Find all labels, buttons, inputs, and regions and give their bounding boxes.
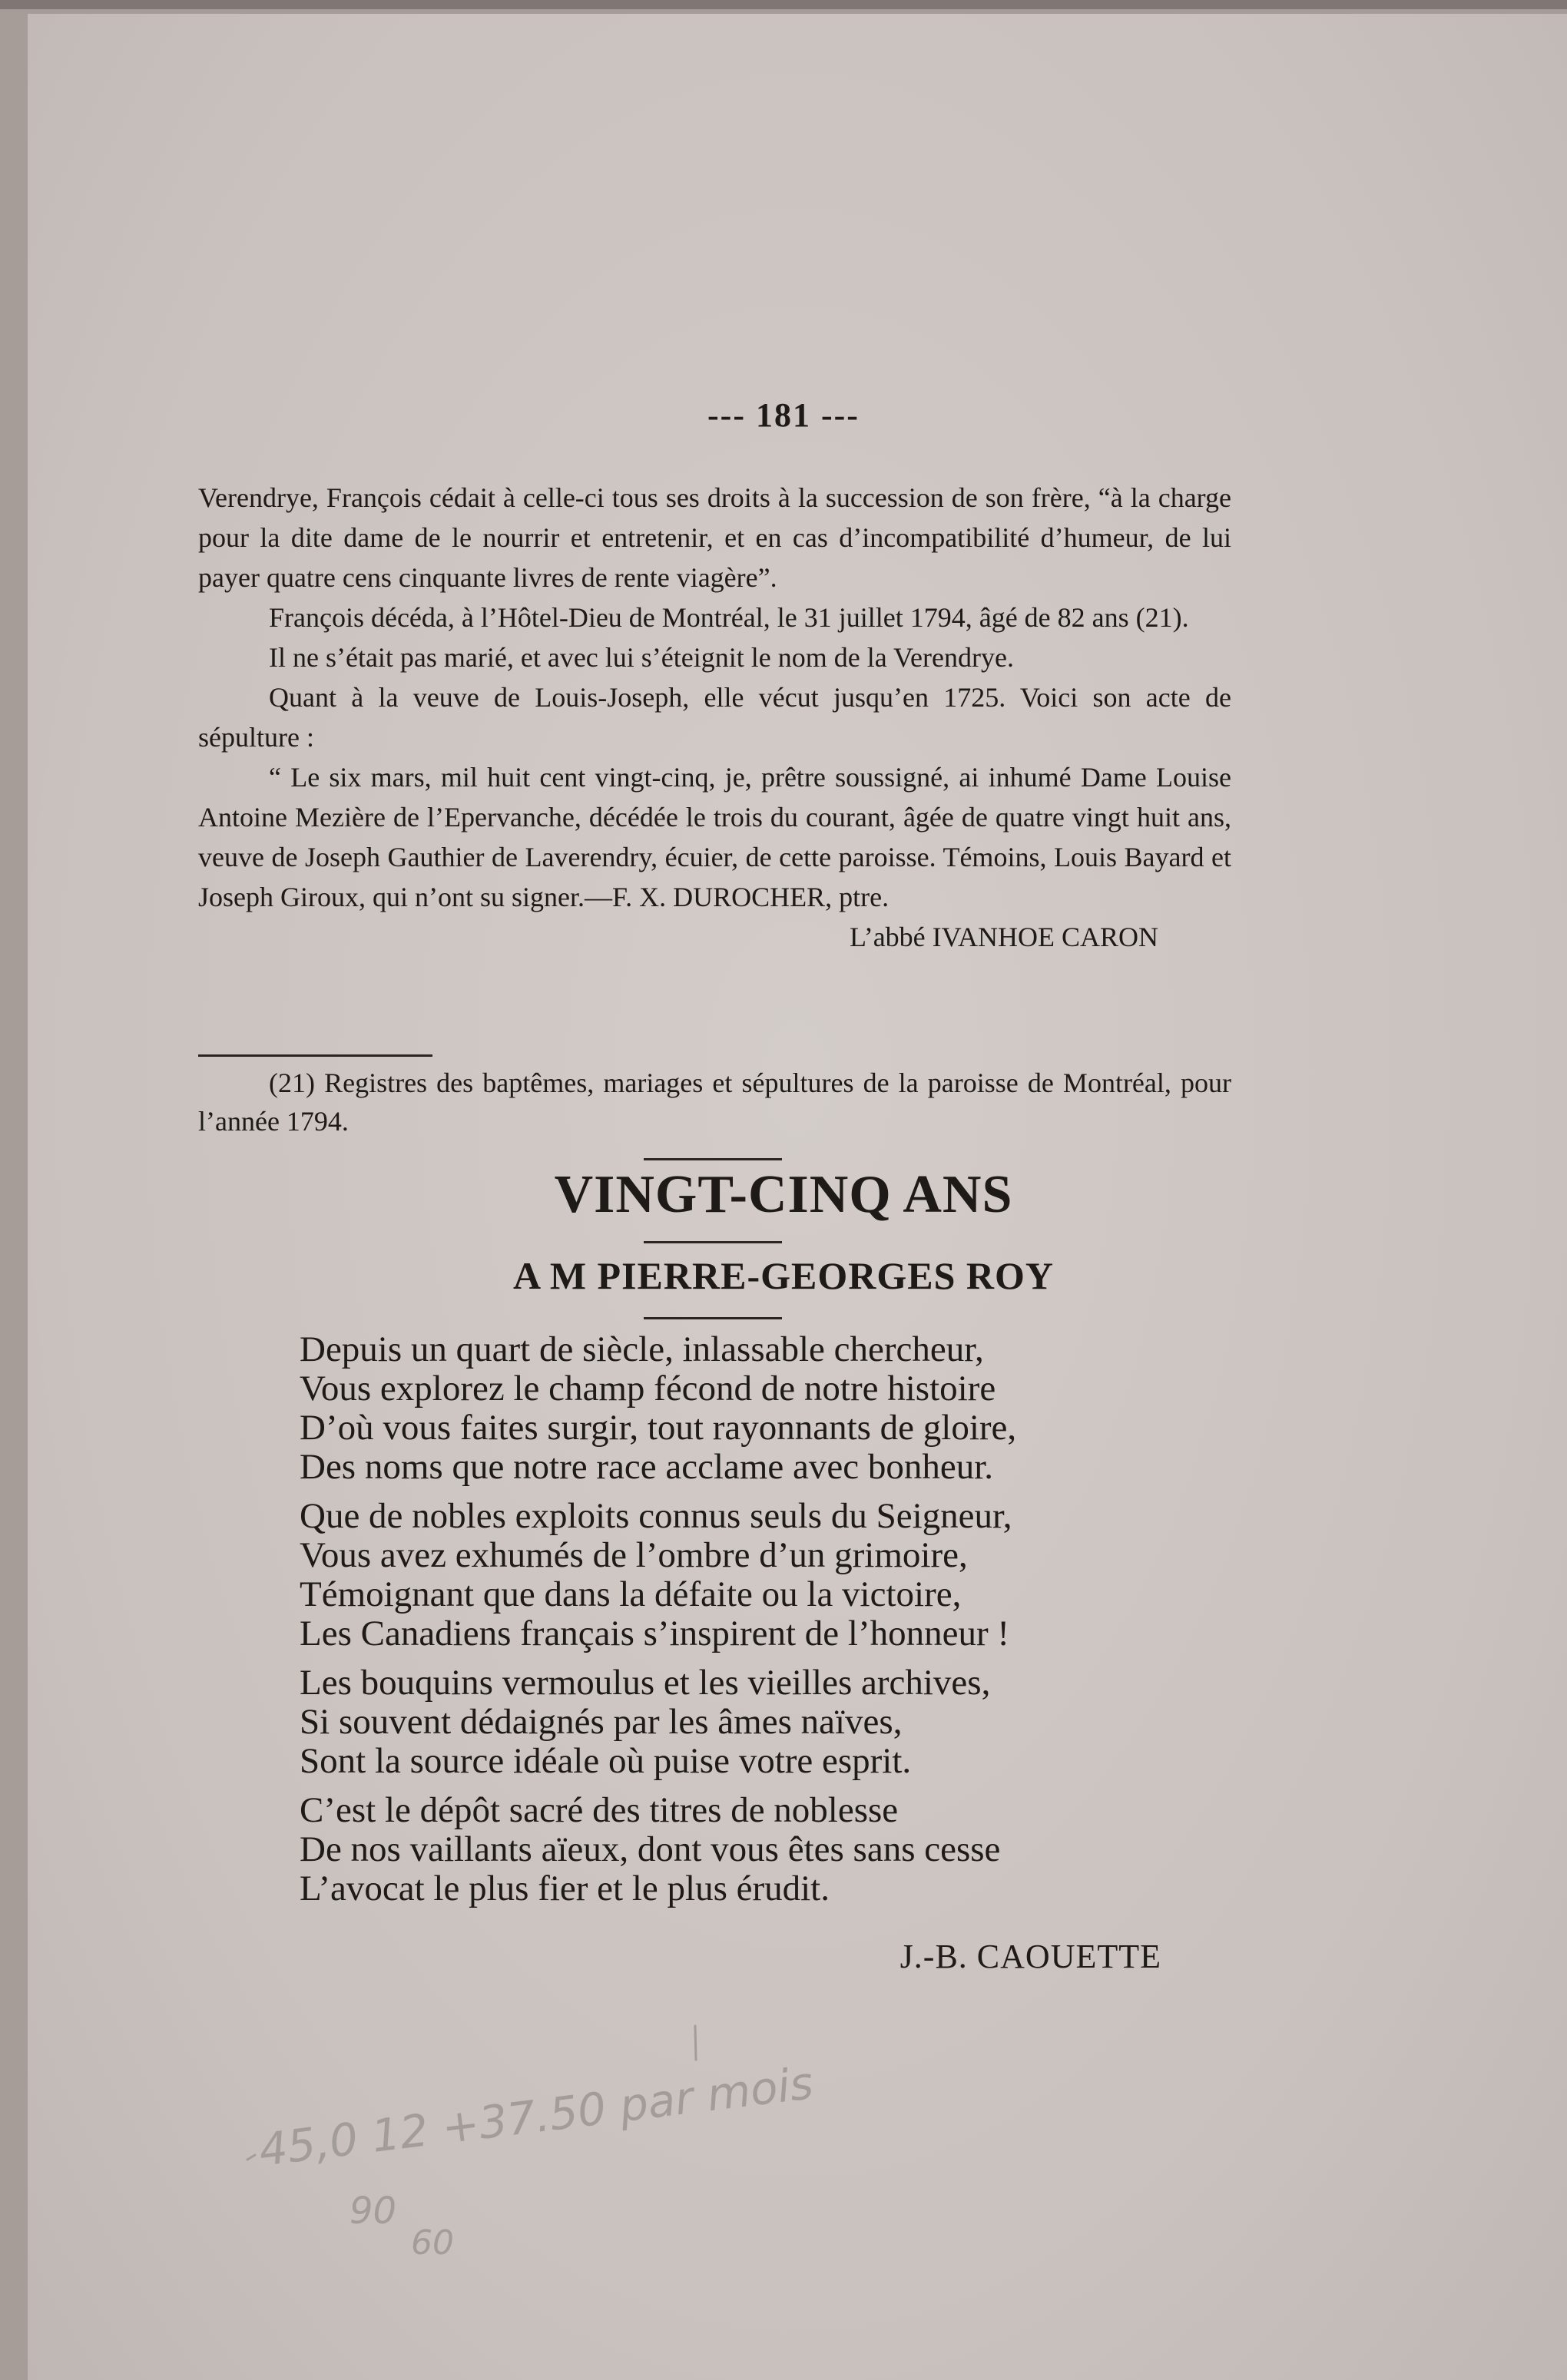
title-rule-middle xyxy=(644,1241,782,1243)
poem-line: Sont la source idéale où puise votre esprit. xyxy=(300,1741,912,1781)
pencil-note-line-2: 90 xyxy=(350,2190,397,2233)
footnote-divider xyxy=(198,1054,432,1057)
scan-top-edge xyxy=(0,0,1567,9)
poem-line: Vous explorez le champ fécond de notre histoire xyxy=(300,1369,996,1408)
poem-line: L’avocat le plus fier et le plus érudit. xyxy=(300,1869,830,1908)
poem-line: C’est le dépôt sacré des titres de noblesse xyxy=(300,1790,899,1830)
poem-stanza-2 xyxy=(300,1497,1237,1653)
article-paragraph-2: François décéda, à l’Hôtel-Dieu de Montréal, le 31 juillet 1794, âgé de 82 ans (21). xyxy=(269,602,1189,633)
pencil-tick-mark xyxy=(695,2026,696,2060)
poem-line: De nos vaillants aïeux, dont vous êtes sans cesse xyxy=(300,1829,1001,1869)
poem-line: Des noms que notre race acclame avec bonheur. xyxy=(300,1447,994,1487)
title-rule-top xyxy=(644,1158,782,1160)
footnote: (21) Registres des baptêmes, mariages et sépultures de la paroisse de Montréal, pour l’année 1794. xyxy=(198,1068,1231,1137)
poem-line: Les bouquins vermoulus et les vieilles archives, xyxy=(300,1663,991,1703)
poem-line: Les Canadiens français s’inspirent de l’honneur ! xyxy=(300,1614,1010,1653)
poem-author: J.-B. CAOUETTE xyxy=(899,1938,1161,1975)
poem-dedication: A M PIERRE-GEORGES ROY xyxy=(512,1254,1054,1297)
poem-line: Que de nobles exploits connus seuls du Seigneur, xyxy=(300,1496,1012,1536)
poem-stanza-3 xyxy=(300,1663,1237,1781)
title-rule-bottom xyxy=(644,1317,782,1319)
handwritten-pencil-note xyxy=(230,1981,1045,2258)
poem-stanza-4 xyxy=(300,1791,1237,1908)
article-signature: L’abbé IVANHOE CARON xyxy=(850,922,1158,952)
poem-stanza-1 xyxy=(300,1330,1237,1487)
page-number: --- 181 --- xyxy=(707,396,860,434)
poem-line: D’où vous faites surgir, tout rayonnants de gloire, xyxy=(300,1408,1017,1448)
poem-line: Depuis un quart de siècle, inlassable chercheur, xyxy=(300,1329,984,1369)
poem-body xyxy=(300,1330,1237,1918)
poem-line: Témoignant que dans la défaite ou la victoire, xyxy=(300,1574,962,1614)
pencil-stroke xyxy=(247,2155,255,2160)
article-paragraph-4: Quant à la veuve de Louis-Joseph, elle vécut jusqu’en 1725. Voici son acte de sépulture : xyxy=(198,682,1231,753)
poem-line: Si souvent dédaignés par les âmes naïves, xyxy=(300,1702,903,1742)
article-paragraph-1: Verendrye, François cédait à celle-ci tous ses droits à la succession de son frère, “à la charge pour la dite dame de le nourrir et entretenir, et en cas d’incompatibilité d’humeur, de lui payer quatre cens cinquante livres de rente viagère”. xyxy=(198,482,1231,593)
article-body xyxy=(198,478,1231,957)
burial-record-quote: “ Le six mars, mil huit cent vingt-cinq, je, prêtre soussigné, ai inhumé Dame Louise Antoine Mezière de l’Epervanche, décédée le trois du courant, âgée de quatre vingt huit ans, veuve de Joseph Gauthier de Laverendry, écuier, de cette paroisse. Témoins, Louis Bayard et Joseph Giroux, qui n’ont su signer.—F. X. DUROCHER, ptre. xyxy=(198,762,1231,912)
pencil-note-line-1: 45,0 12 +37.50 par mois xyxy=(256,2056,817,2176)
pencil-note-line-3: 60 xyxy=(411,2223,454,2258)
poem-title: VINGT-CINQ ANS xyxy=(554,1165,1013,1224)
article-paragraph-3: Il ne s’était pas marié, et avec lui s’éteignit le nom de la Verendrye. xyxy=(269,642,1014,673)
poem-line: Vous avez exhumés de l’ombre d’un grimoire, xyxy=(300,1535,968,1575)
